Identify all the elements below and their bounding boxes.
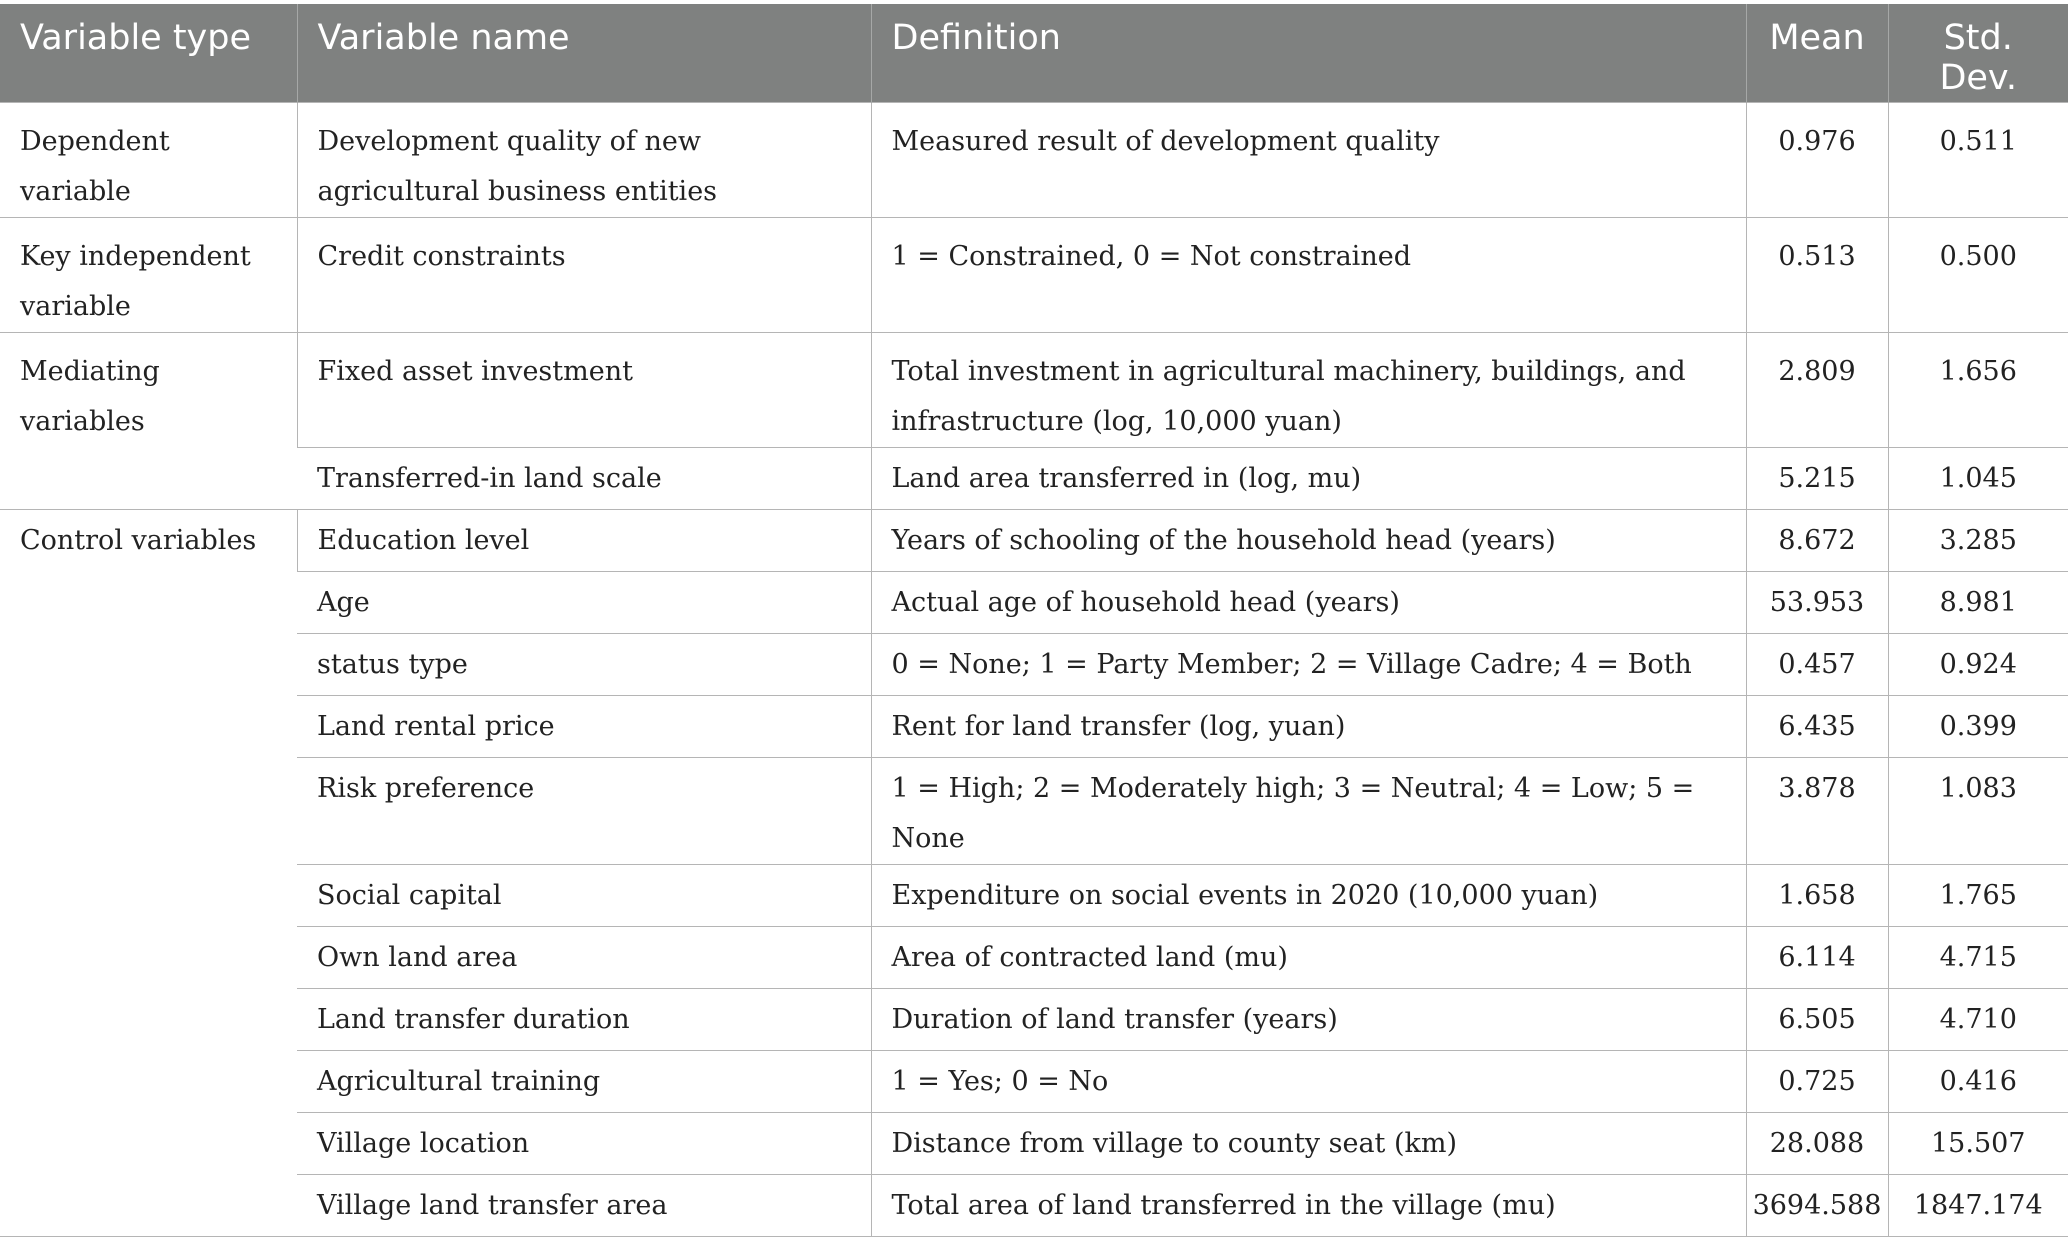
table-header (0, 4, 2068, 102)
variable-name-cell: Village land transfer area (297, 1174, 871, 1236)
group-key-independent: Key independent variable (0, 217, 297, 332)
variable-name-cell: Land transfer duration (297, 988, 871, 1050)
table-row (0, 1112, 2068, 1174)
table-row (0, 633, 2068, 695)
std-dev-cell: 8.981 (1888, 571, 2068, 633)
definition-cell: Area of contracted land (mu) (871, 926, 1746, 988)
mean-cell: 5.215 (1746, 447, 1888, 509)
definition-cell: Actual age of household head (years) (871, 571, 1746, 633)
definition-cell: 0 = None; 1 = Party Member; 2 = Village Cadre; 4 = Both (871, 633, 1746, 695)
std-dev-cell: 0.399 (1888, 695, 2068, 757)
group-mediating: Mediating variables (0, 332, 297, 509)
mean-cell: 2.809 (1746, 332, 1888, 447)
definition-cell: Distance from village to county seat (km) (871, 1112, 1746, 1174)
std-dev-cell: 4.715 (1888, 926, 2068, 988)
header-std-dev (1888, 4, 2068, 102)
table-row (0, 447, 2068, 509)
std-dev-cell: 0.511 (1888, 102, 2068, 217)
definition-cell: Total area of land transferred in the village (mu) (871, 1174, 1746, 1236)
mean-cell: 1.658 (1746, 864, 1888, 926)
variable-name-cell: Development quality of new agricultural business entities (297, 102, 871, 217)
definition-cell: Total investment in agricultural machinery, buildings, and infrastructure (log, 10,000 yuan) (871, 332, 1746, 447)
mean-cell: 6.435 (1746, 695, 1888, 757)
definition-cell: Duration of land transfer (years) (871, 988, 1746, 1050)
std-dev-cell: 0.416 (1888, 1050, 2068, 1112)
variable-name-cell: Land rental price (297, 695, 871, 757)
definition-cell: Expenditure on social events in 2020 (10,000 yuan) (871, 864, 1746, 926)
mean-cell: 6.114 (1746, 926, 1888, 988)
std-dev-cell: 1.083 (1888, 757, 2068, 864)
variables-table-container (0, 4, 2068, 1237)
mean-cell: 0.976 (1746, 102, 1888, 217)
variables-table (0, 4, 2068, 1237)
definition-cell: 1 = Constrained, 0 = Not constrained (871, 217, 1746, 332)
definition-cell: 1 = High; 2 = Moderately high; 3 = Neutral; 4 = Low; 5 = None (871, 757, 1746, 864)
std-dev-cell: 3.285 (1888, 509, 2068, 571)
group-control: Control variables (0, 509, 297, 1236)
table-row (0, 695, 2068, 757)
header-variable-type: Variable type (0, 4, 297, 102)
variable-name-cell: Transferred-in land scale (297, 447, 871, 509)
std-dev-cell: 1847.174 (1888, 1174, 2068, 1236)
variable-name-cell: Social capital (297, 864, 871, 926)
std-dev-cell: 0.924 (1888, 633, 2068, 695)
definition-cell: Rent for land transfer (log, yuan) (871, 695, 1746, 757)
table-body (0, 102, 2068, 1236)
mean-cell: 53.953 (1746, 571, 1888, 633)
variable-name-cell: Age (297, 571, 871, 633)
table-row (0, 509, 2068, 571)
table-row (0, 1174, 2068, 1236)
variable-name-cell: Education level (297, 509, 871, 571)
definition-cell: Measured result of development quality (871, 102, 1746, 217)
std-dev-cell: 15.507 (1888, 1112, 2068, 1174)
std-dev-cell: 4.710 (1888, 988, 2068, 1050)
variable-name-cell: Village location (297, 1112, 871, 1174)
group-dependent: Dependent variable (0, 102, 297, 217)
table-row (0, 571, 2068, 633)
variable-name-cell: Own land area (297, 926, 871, 988)
mean-cell: 3.878 (1746, 757, 1888, 864)
variable-name-cell: status type (297, 633, 871, 695)
table-row (0, 1050, 2068, 1112)
header-variable-name: Variable name (297, 4, 871, 102)
std-dev-cell: 0.500 (1888, 217, 2068, 332)
variable-name-cell: Agricultural training (297, 1050, 871, 1112)
table-row (0, 332, 2068, 447)
variable-name-cell: Risk preference (297, 757, 871, 864)
table-row (0, 988, 2068, 1050)
definition-cell: Years of schooling of the household head (years) (871, 509, 1746, 571)
header-mean: Mean (1746, 4, 1888, 102)
std-dev-cell: 1.765 (1888, 864, 2068, 926)
table-row (0, 102, 2068, 217)
table-row (0, 757, 2068, 864)
mean-cell: 0.513 (1746, 217, 1888, 332)
table-row (0, 217, 2068, 332)
header-std-dev-line2: Dev. (1939, 58, 2018, 98)
table-row (0, 864, 2068, 926)
mean-cell: 0.457 (1746, 633, 1888, 695)
header-row (0, 4, 2068, 102)
definition-cell: 1 = Yes; 0 = No (871, 1050, 1746, 1112)
std-dev-cell: 1.045 (1888, 447, 2068, 509)
variable-name-cell: Credit constraints (297, 217, 871, 332)
std-dev-cell: 1.656 (1888, 332, 2068, 447)
mean-cell: 3694.588 (1746, 1174, 1888, 1236)
table-row (0, 926, 2068, 988)
mean-cell: 28.088 (1746, 1112, 1888, 1174)
variable-name-cell: Fixed asset investment (297, 332, 871, 447)
mean-cell: 6.505 (1746, 988, 1888, 1050)
mean-cell: 0.725 (1746, 1050, 1888, 1112)
mean-cell: 8.672 (1746, 509, 1888, 571)
definition-cell: Land area transferred in (log, mu) (871, 447, 1746, 509)
header-std-dev-line1: Std. (1943, 18, 2013, 58)
header-definition: Definition (871, 4, 1746, 102)
